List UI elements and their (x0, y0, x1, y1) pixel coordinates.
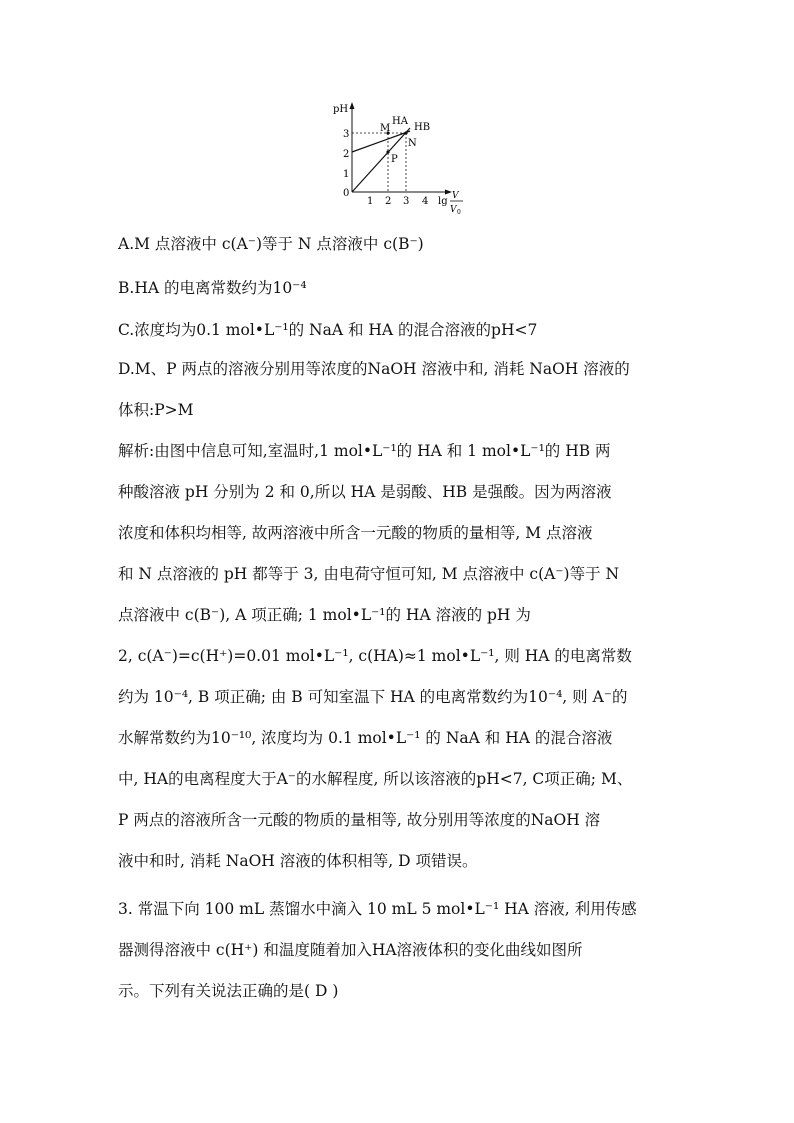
y-tick-label-2: 2 (343, 149, 350, 160)
y-tick-label-1: 1 (343, 169, 350, 180)
y-axis-arrow (350, 102, 355, 109)
analysis-line-8: 水解常数约为10⁻¹⁰, 浓度均为 0.1 mol•L⁻¹ 的 NaA 和 HA 的混合溶液 (118, 729, 613, 747)
point-n-label: N (408, 138, 417, 149)
x-tick-label-3: 3 (403, 196, 410, 207)
x-tick-label-2: 2 (385, 196, 392, 207)
question-3-line-1: 3. 常温下向 100 mL 蒸馏水中滴入 10 mL 5 mol•L⁻¹ HA 溶液, 利用传感 (118, 900, 637, 918)
analysis-line-2: 种酸溶液 pH 分别为 2 和 0,所以 HA 是弱酸、HB 是强酸。因为两溶液 (118, 483, 612, 501)
point-m-label: M (380, 123, 391, 134)
option-c: C.浓度均为0.1 mol•L⁻¹的 NaA 和 HA 的混合溶液的pH<7 (118, 321, 538, 339)
ph-lg-volume-figure (330, 96, 480, 220)
x-tick-label-1: 1 (367, 196, 374, 207)
x-axis-label-num: V (452, 191, 459, 201)
x-tick-label-4: 4 (422, 196, 429, 207)
analysis-line-5: 点溶液中 c(B⁻), A 项正确; 1 mol•L⁻¹的 HA 溶液的 pH 为 (118, 606, 531, 624)
x-axis-label-den-sub: 0 (457, 209, 461, 216)
origin-label: 0 (343, 188, 350, 199)
point-p (386, 150, 389, 153)
analysis-line-1: 解析:由图中信息可知,室温时,1 mol•L⁻¹的 HA 和 1 mol•L⁻¹的 HB 两 (118, 442, 611, 460)
analysis-line-3: 浓度和体积均相等, 故两溶液中所含一元酸的物质的量相等, M 点溶液 (118, 524, 593, 542)
series-ha-line (352, 131, 410, 152)
series-ha-label: HA (392, 116, 408, 127)
question-3-line-3: 示。下列有关说法正确的是( D ) (118, 982, 339, 1000)
option-b: B.HA 的电离常数约为10⁻⁴ (118, 279, 307, 297)
option-d-line-1: D.M、P 两点的溶液分别用等浓度的NaOH 溶液中和, 消耗 NaOH 溶液的 (118, 360, 630, 378)
x-axis-label-den: V (450, 205, 457, 215)
series-hb-line (352, 128, 410, 192)
analysis-line-7: 约为 10⁻⁴, B 项正确; 由 B 可知室温下 HA 的电离常数约为10⁻⁴, 则 A⁻的 (118, 688, 628, 706)
point-n (404, 131, 407, 134)
analysis-line-6: 2, c(A⁻)=c(H⁺)=0.01 mol•L⁻¹, c(HA)≈1 mol•L⁻¹, 则 HA 的电离常数 (118, 647, 632, 665)
y-tick-label-3: 3 (343, 129, 350, 140)
x-axis-label-prefix: lg (438, 196, 448, 207)
analysis-line-4: 和 N 点溶液的 pH 都等于 3, 由电荷守恒可知, M 点溶液中 c(A⁻)等于 N (118, 565, 620, 583)
series-hb-label: HB (414, 122, 431, 133)
x-axis-arrow (445, 190, 452, 195)
option-a: A.M 点溶液中 c(A⁻)等于 N 点溶液中 c(B⁻) (118, 235, 424, 253)
option-d-line-2: 体积:P>M (118, 401, 194, 419)
question-3-line-2: 器测得溶液中 c(H⁺) 和温度随着加入HA溶液体积的变化曲线如图所 (118, 941, 583, 959)
analysis-line-9: 中, HA的电离程度大于A⁻的水解程度, 所以该溶液的pH<7, C项正确; M、 (118, 770, 633, 788)
point-p-label: P (391, 154, 398, 165)
y-axis-label: pH (333, 104, 349, 115)
analysis-line-10: P 两点的溶液所含一元酸的物质的量相等, 故分别用等浓度的NaOH 溶 (118, 811, 601, 829)
analysis-line-11: 液中和时, 消耗 NaOH 溶液的体积相等, D 项错误。 (118, 852, 478, 870)
